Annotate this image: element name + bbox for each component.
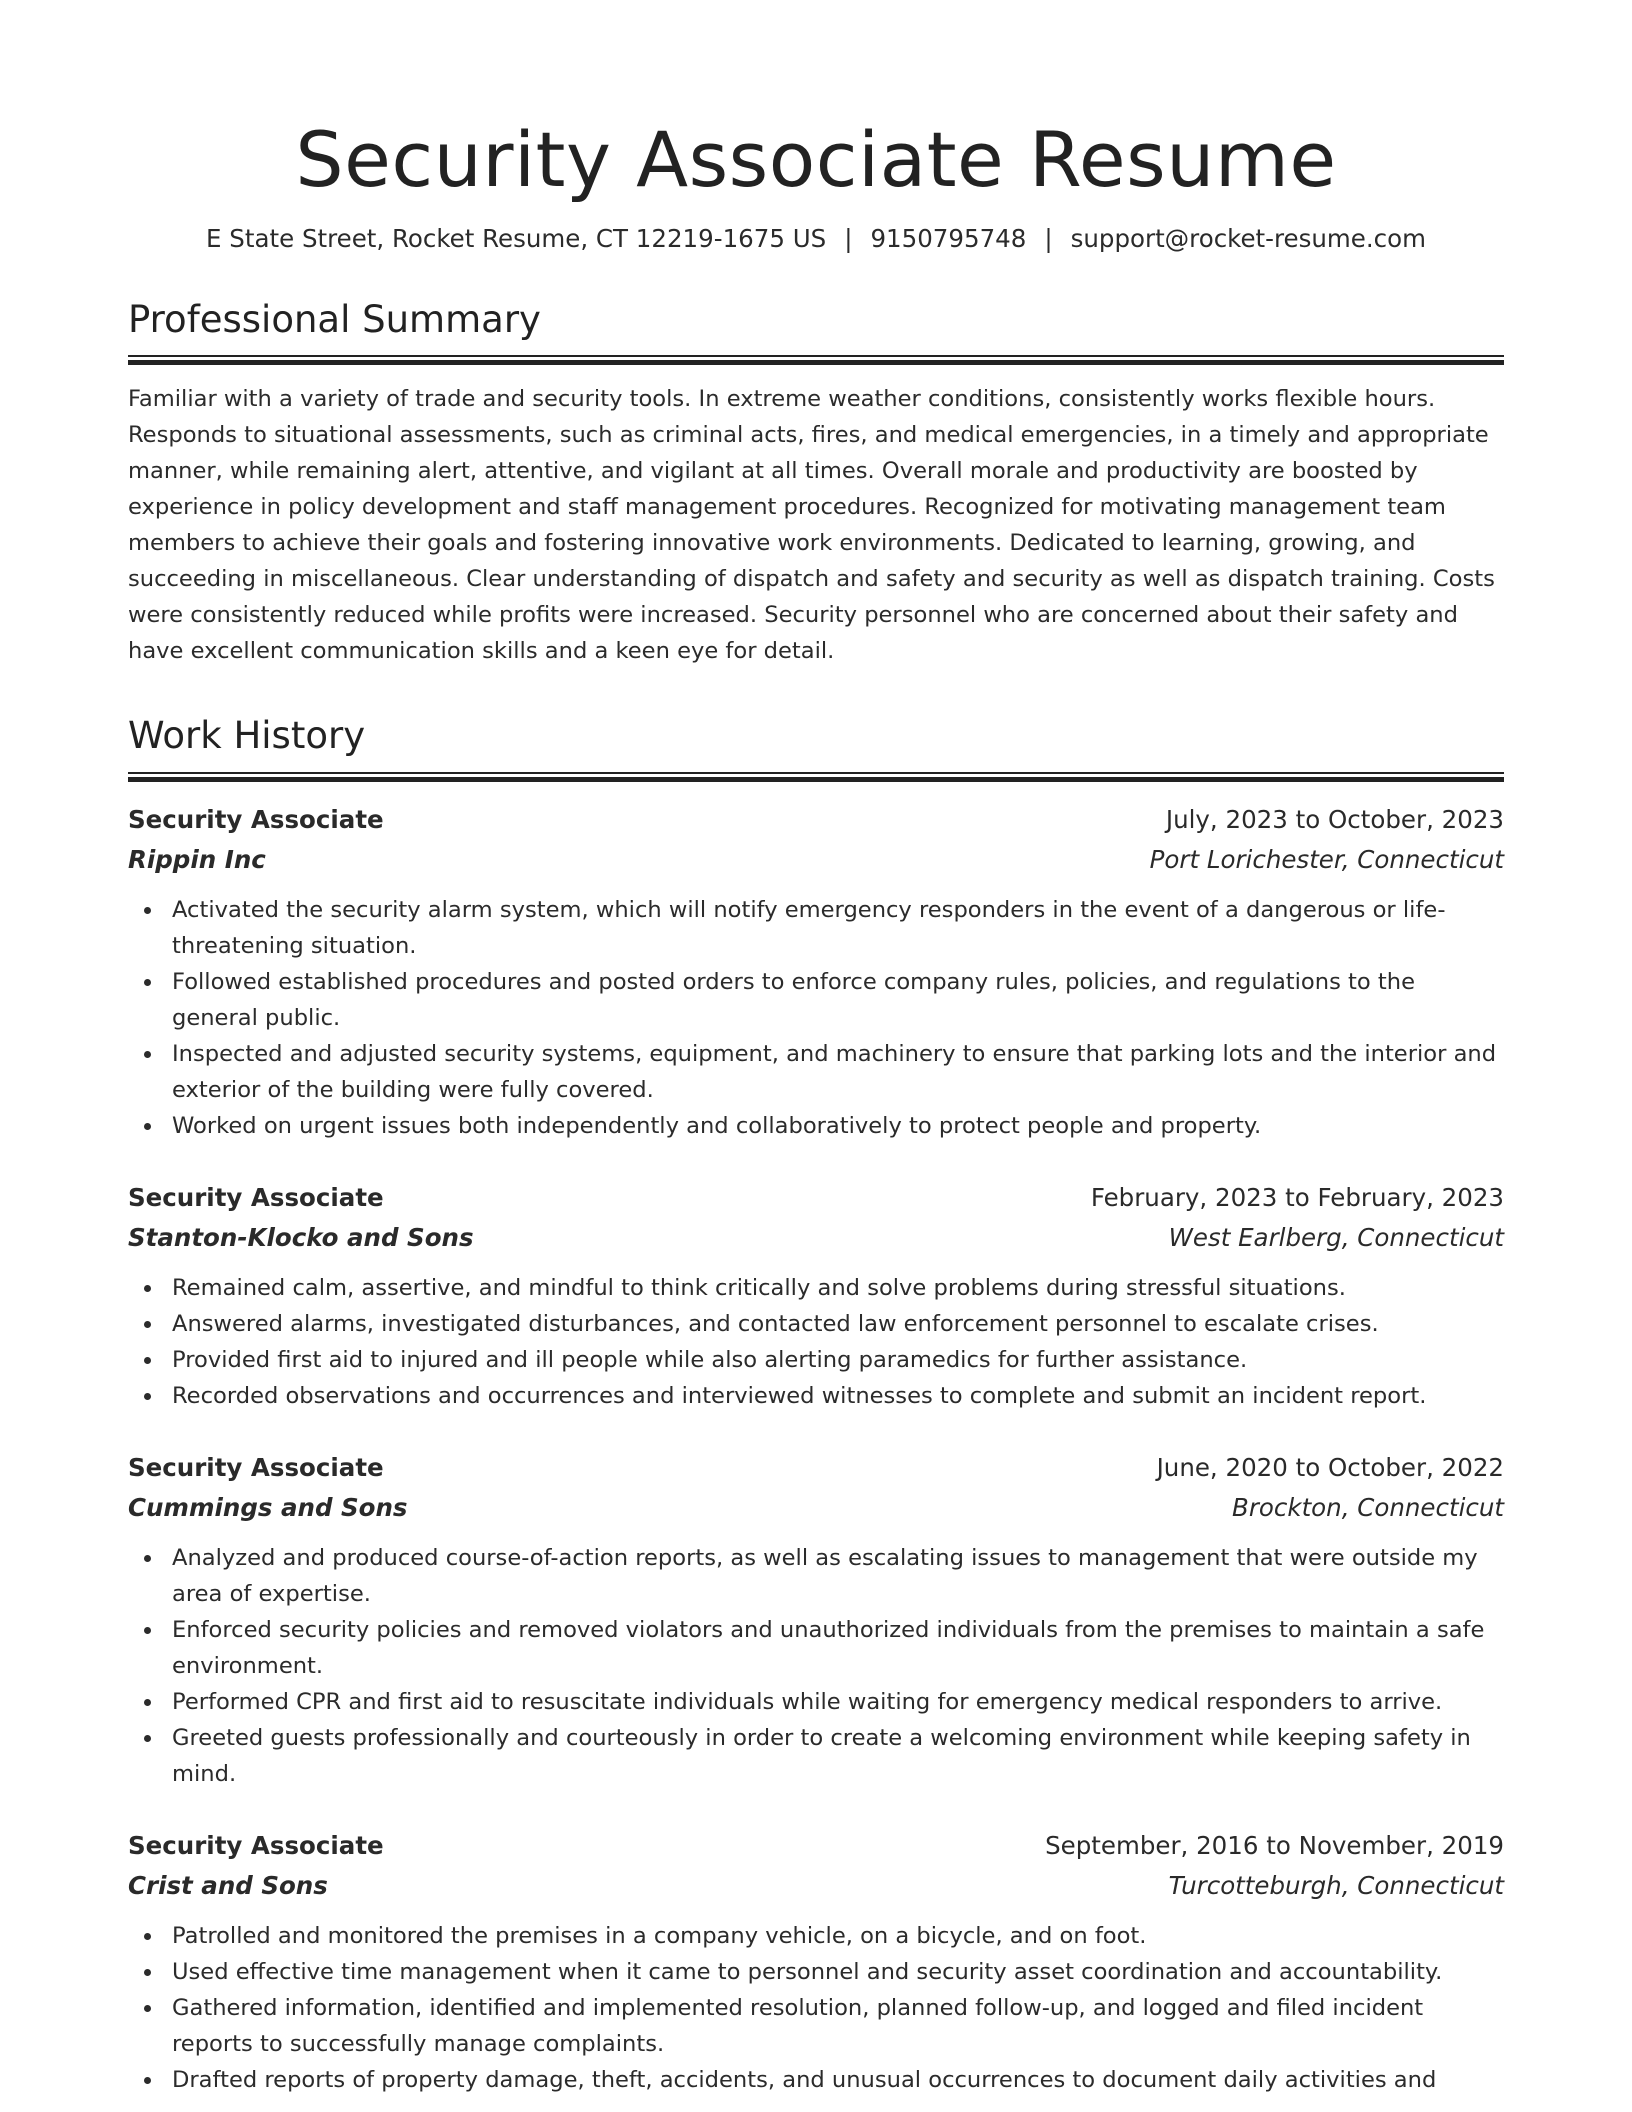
list-item: Activated the security alarm system, which will notify emergency responders in the event of a dangerous or life-threatening situation. — [128, 892, 1504, 964]
resume-title: Security Associate Resume — [295, 115, 1337, 204]
job-header — [128, 1826, 1504, 1866]
job-subheader — [128, 1866, 1504, 1906]
list-item: Worked on urgent issues both independently and collaboratively to protect people and property. — [128, 1108, 1504, 1144]
list-item: Inspected and adjusted security systems, equipment, and machinery to ensure that parking lots and the interior and exterior of the building were fully covered. — [128, 1036, 1504, 1108]
list-item: Drafted reports of property damage, theft, accidents, and unusual occurrences to document daily activities and — [128, 2062, 1504, 2098]
list-item: Performed CPR and first aid to resuscitate individuals while waiting for emergency medical responders to arrive. — [128, 1684, 1504, 1720]
separator: | — [844, 223, 853, 253]
list-item: Provided first aid to injured and ill people while also alerting paramedics for further assistance. — [128, 1342, 1504, 1378]
contact-line — [128, 224, 1504, 253]
list-item: Used effective time management when it came to personnel and security asset coordination and accountability. — [128, 1954, 1504, 1990]
job-location: Port Lorichester, Connecticut — [1149, 844, 1504, 874]
section-title-summary: Professional Summary — [128, 297, 541, 341]
job-list — [128, 800, 1504, 2098]
list-item: Remained calm, assertive, and mindful to think critically and solve problems during stressful situations. — [128, 1270, 1504, 1306]
job-entry — [128, 800, 1504, 1144]
job-subheader — [128, 840, 1504, 880]
job-company: Rippin Inc — [128, 844, 266, 874]
job-location: Turcotteburgh, Connecticut — [1168, 1870, 1504, 1900]
list-item: Greeted guests professionally and courteously in order to create a welcoming environment while keeping safety in mind. — [128, 1720, 1504, 1792]
list-item: Recorded observations and occurrences and interviewed witnesses to complete and submit an incident report. — [128, 1378, 1504, 1414]
address: E State Street, Rocket Resume, CT 12219-1675 US — [206, 223, 827, 253]
job-bullets — [128, 1918, 1504, 2098]
separator: | — [1044, 223, 1053, 253]
job-header — [128, 1448, 1504, 1488]
job-title: Security Associate — [128, 1182, 384, 1212]
phone: 9150795748 — [870, 223, 1027, 253]
list-item: Analyzed and produced course-of-action reports, as well as escalating issues to management that were outside my area of expertise. — [128, 1540, 1504, 1612]
list-item: Patrolled and monitored the premises in a company vehicle, on a bicycle, and on foot. — [128, 1918, 1504, 1954]
job-company: Stanton-Klocko and Sons — [128, 1222, 474, 1252]
job-header — [128, 1178, 1504, 1218]
job-title: Security Associate — [128, 1830, 384, 1860]
section-title-work-history: Work History — [128, 714, 366, 758]
job-company: Crist and Sons — [128, 1870, 328, 1900]
job-dates: June, 2020 to October, 2022 — [1156, 1452, 1504, 1482]
summary-text: Familiar with a variety of trade and security tools. In extreme weather conditions, consistently works flexible hours. Responds to situational assessments, such as criminal acts, fires, and medical emergencies, in a timely and appropriate manner, while remaining alert, attentive, and vigilant at all times. Overall morale and productivity are boosted by experience in policy development and staff management procedures. Recognized for motivating management team members to achieve their goals and fostering innovative work environments. Dedicated to learning, growing, and succeeding in miscellaneous. Clear understanding of dispatch and safety and security as well as dispatch training. Costs were consistently reduced while profits were increased. Security personnel who are concerned about their safety and have excellent communication skills and a keen eye for detail. — [128, 386, 1495, 665]
job-bullets — [128, 892, 1504, 1144]
job-entry — [128, 1178, 1504, 1414]
job-title: Security Associate — [128, 804, 384, 834]
job-subheader — [128, 1218, 1504, 1258]
job-bullets — [128, 1270, 1504, 1414]
job-dates: July, 2023 to October, 2023 — [1165, 804, 1504, 834]
job-header — [128, 800, 1504, 840]
list-item: Followed established procedures and posted orders to enforce company rules, policies, and regulations to the general public. — [128, 964, 1504, 1036]
job-title: Security Associate — [128, 1452, 384, 1482]
job-entry — [128, 1826, 1504, 2098]
section-divider — [128, 772, 1504, 782]
job-entry — [128, 1448, 1504, 1792]
section-divider — [128, 355, 1504, 365]
job-dates: February, 2023 to February, 2023 — [1090, 1182, 1504, 1212]
job-location: West Earlberg, Connecticut — [1168, 1222, 1504, 1252]
job-location: Brockton, Connecticut — [1232, 1492, 1504, 1522]
list-item: Answered alarms, investigated disturbances, and contacted law enforcement personnel to escalate crises. — [128, 1306, 1504, 1342]
job-dates: September, 2016 to November, 2019 — [1045, 1830, 1504, 1860]
job-company: Cummings and Sons — [128, 1492, 408, 1522]
job-bullets — [128, 1540, 1504, 1792]
list-item: Gathered information, identified and implemented resolution, planned follow-up, and logged and filed incident reports to successfully manage complaints. — [128, 1990, 1504, 2062]
job-subheader — [128, 1488, 1504, 1528]
email[interactable]: support@rocket-resume.com — [1070, 223, 1426, 253]
list-item: Enforced security policies and removed violators and unauthorized individuals from the premises to maintain a safe environment. — [128, 1612, 1504, 1684]
